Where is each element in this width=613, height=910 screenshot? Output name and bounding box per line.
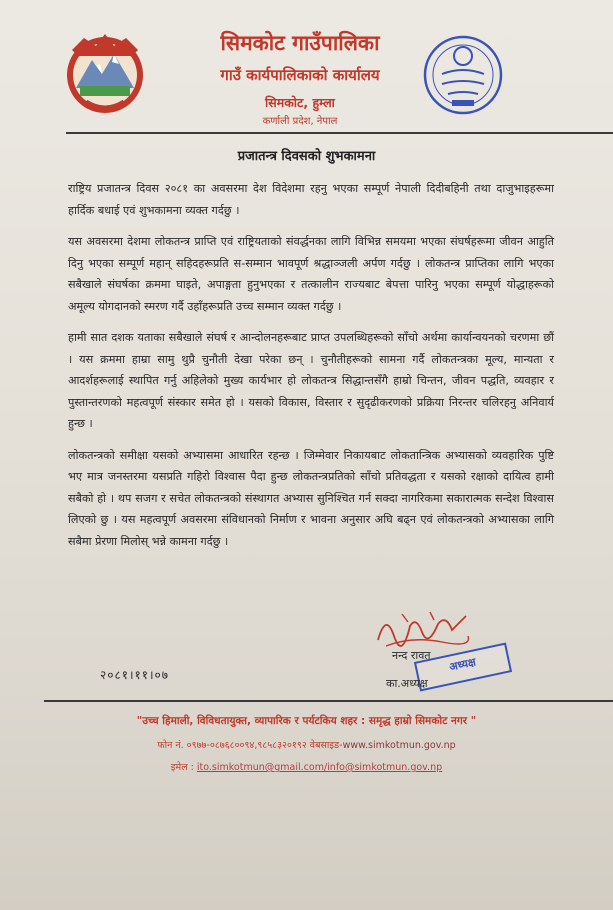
- signatory-name: नन्द रावत: [392, 649, 431, 662]
- paragraph: राष्ट्रिय प्रजातन्त्र दिवस २०८१ का अवसरमा देश विदेशमा रहनु भएका सम्पूर्ण नेपाली दिदीबहिनी तथा दाजुभाइहरूमा हार्दिक बधाई एवं शुभकामना व्यक्त गर्दछु ।: [68, 182, 554, 217]
- footer-email-line: [0, 760, 613, 773]
- paragraph: हामी सात दशक यताका सबैखाले संघर्ष र आन्दोलनहरूबाट प्राप्त उपलब्धिहरूको साँचो अर्थमा कार्यान्वयनको चरणमा छौं । यस क्रममा हाम्रा सामु थुप्रै चुनौती देखा परेका छन् । चुनौतीहरूको सामना गर्दै लोकतन्त्रका मूल्य, मान्यता र आदर्शहरूलाई स्थापित गर्नु अहिलेको मुख्य कार्यभार हो लोकतन्त्र सिद्धान्तसँगै हाम्रो चिन्तन, जीवन पद्धति, व्यवहार र पुस्तान्तरणको महत्वपूर्ण संस्कार समेत हो । यसको विकास, विस्तार र सुदृढीकरणको प्रक्रिया निरन्तर चलिरहनु अनिवार्य हुन्छ ।: [68, 331, 554, 430]
- footer-email-label: इमेल :: [170, 762, 194, 773]
- footer-contact: [0, 738, 613, 751]
- footer-website-link[interactable]: www.simkotmun.gov.np: [342, 740, 456, 751]
- municipality-name: सिमकोट गाउँपालिका: [220, 31, 380, 55]
- footer-slogan: "उच्च हिमाली, विविधतायुक्त, व्यापारिक र पर्यटकिय शहर : समृद्ध हाम्रो सिमकोट नगर ": [136, 715, 477, 727]
- footer-divider: [44, 700, 613, 702]
- signatory-title: का.अध्यक्ष: [386, 677, 428, 690]
- letter-body: [68, 178, 554, 562]
- signature-stamp: अध्यक्ष: [414, 643, 512, 692]
- office-location: सिमकोट, हुम्ला: [265, 95, 335, 110]
- footer-email-link[interactable]: ito.simkotmun@gmail.com/info@simkotmun.gov.np: [196, 762, 443, 773]
- nepal-emblem-icon: [62, 30, 148, 116]
- office-province: कर्णाली प्रदेश, नेपाल: [262, 116, 338, 127]
- letterhead: [150, 28, 450, 130]
- letter-subject: प्रजातन्त्र दिवसको शुभकामना: [237, 149, 376, 164]
- paragraph: यस अवसरमा देशमा लोकतन्त्र प्राप्ति एवं राष्ट्रियताको संवर्द्धनका लागि विभिन्न समयमा भएका संघर्षहरूमा जीवन आहुति दिनु भएका सम्पूर्ण महान् सहिदहरूप्रति स-सम्मान भावपूर्ण श्रद्धाञ्जली अर्पण गर्दछु । लोकतन्त्र प्राप्तिका लागि भएका सबैखाले संघर्षका क्रममा घाइते, अपाङ्गता हुनुभएका र तत्कालीन राज्यबाट बेपत्ता पारिनु भएका सम्पूर्ण योद्धाहरूको अमूल्य योगदानको स्मरण गर्दै उहाँहरूप्रति उच्च सम्मान व्यक्त गर्दछु ।: [68, 235, 554, 313]
- footer-website-label: वेबसाइड-: [309, 740, 343, 751]
- letter-date: २०८१।११।०७: [100, 668, 170, 682]
- footer-phone: फोन नं. ०९७७-०८७६८००९४,९८५८३२०१९२: [157, 740, 307, 751]
- header-divider: [66, 132, 613, 134]
- paragraph: लोकतन्त्रको समीक्षा यसको अभ्यासमा आधारित रहन्छ । जिम्मेवार निकायबाट लोकतान्त्रिक अभ्यासको व्यवहारिक पुष्टि भए मात्र जनस्तरमा यसप्रति गहिरो विश्वास पैदा हुन्छ लोकतन्त्रप्रतिको साँचो प्रतिवद्धता र यसको रक्षाको दायित्व हामी सबैको हो । थप सजग र सचेत लोकतन्त्रको संस्थागत अभ्यास सुनिश्चित गर्न सक्दा नागरिकमा सकारात्मक सन्देश विश्वास लिएको छु । यस महत्वपूर्ण अवसरमा संविधानको निर्माण र भावना अनुसार अघि बढ्न एवं लोकतन्त्रको अभ्यासका लागि सबैमा प्रेरणा मिलोस् भन्ने कामना गर्दछु ।: [68, 448, 554, 548]
- office-seal-icon: [420, 32, 506, 118]
- office-name: गाउँ कार्यपालिकाको कार्यालय: [220, 66, 380, 84]
